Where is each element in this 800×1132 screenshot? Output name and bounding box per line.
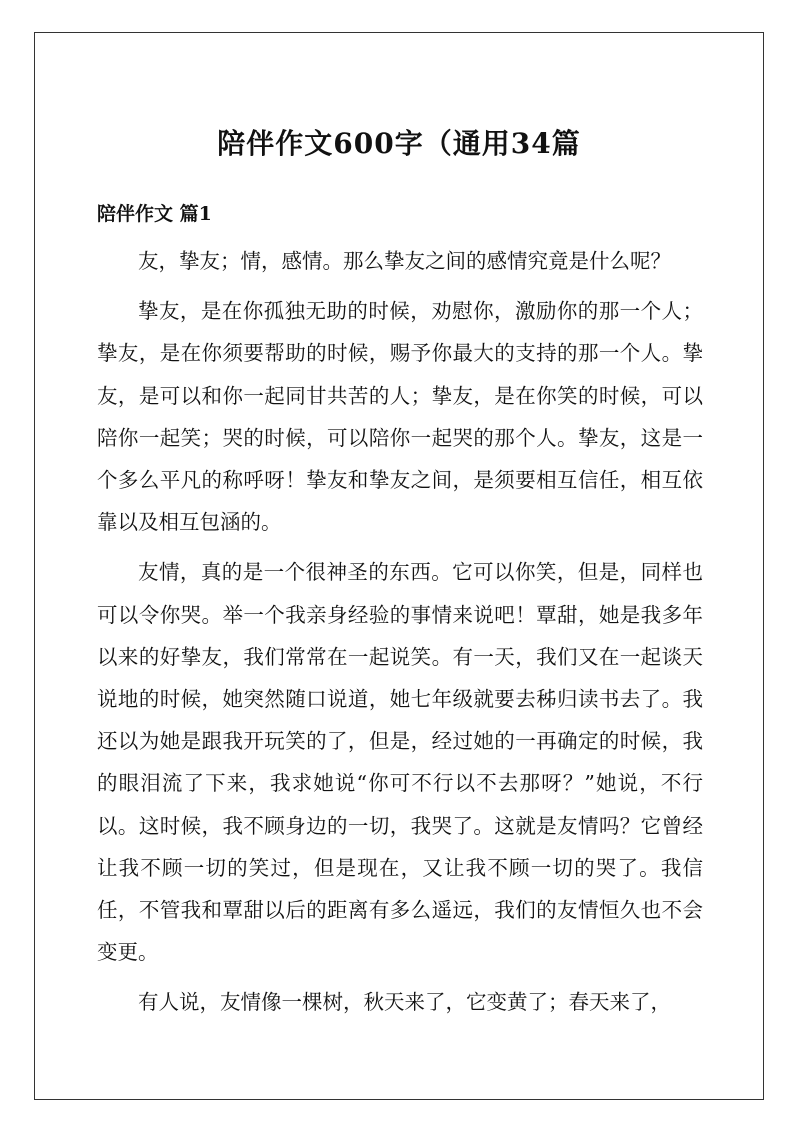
section-heading: 陪伴作文 篇1: [97, 203, 212, 225]
document-body: [97, 240, 703, 1032]
document-title: 陪伴作文600字（通用34篇: [217, 127, 581, 160]
paragraph-4: 有人说，友情像一棵树，秋天来了，它变黄了；春天来了，: [138, 990, 671, 1015]
paragraph-3: 友情，真的是一个很神圣的东西。它可以你笑，但是，同样也可以令你哭。举一个我亲身经验的事情来说吧！覃甜，她是我多年以来的好挚友，我们常常在一起说笑。有一天，我们又在一起谈天说地的时候，她突然随口说道，她七年级就要去秭归读书去了。我还以为她是跟我开玩笑的了，但是，经过她的一再确定的时候，我的眼泪流了下来，我求她说“你可不行以不去那呀？”她说，不行以。这时候，我不顾身边的一切，我哭了。这就是友情吗？它曾经让我不顾一切的笑过，但是现在，又让我不顾一切的哭了。我信任，不管我和覃甜以后的距离有多么遥远，我们的友情恒久也不会变更。: [97, 560, 703, 965]
paragraph-2: 挚友，是在你孤独无助的时候，劝慰你，激励你的那一个人；挚友，是在你须要帮助的时候，赐予你最大的支持的那一个人。挚友，是可以和你一起同甘共苦的人；挚友，是在你笑的时候，可以陪你一起笑；哭的时候，可以陪你一起哭的那个人。挚友，这是一个多么平凡的称呼呀！挚友和挚友之间，是须要相互信任，相互依靠以及相互包涵的。: [97, 299, 703, 535]
paragraph-1: 友，挚友；情，感情。那么挚友之间的感情究竟是什么呢？: [138, 249, 671, 273]
